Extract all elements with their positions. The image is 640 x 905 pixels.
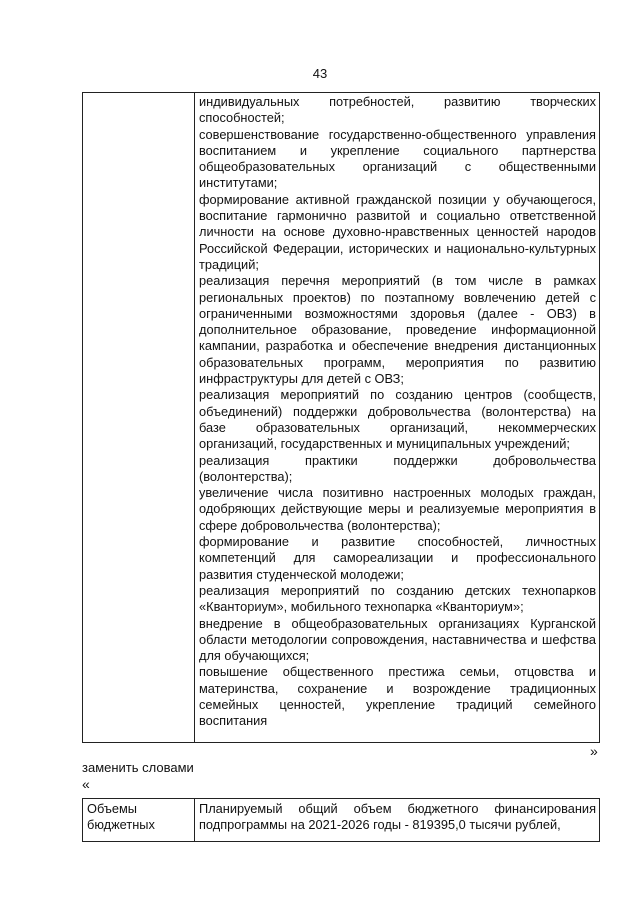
closing-quote: » (590, 743, 598, 759)
table-row (83, 93, 600, 743)
list-item: формирование и развитие способностей, личностных компетенций для самореализации и профессионального развития студенческой молодежи; (199, 534, 596, 582)
table-cell-measures (195, 93, 600, 743)
program-table-bottom (82, 798, 600, 842)
table-cell-label: Объемы бюджетных (83, 799, 195, 842)
table-cell-empty (83, 93, 195, 743)
list-item: увеличение числа позитивно настроенных молодых граждан, одобряющих действующие меры и реализуемые мероприятия в сфере добровольчества (волонтерства); (199, 485, 596, 533)
list-item: формирование активной гражданской позиции у обучающегося, воспитание гармонично развитой и социально ответственной личности на основе духовно-нравственных ценностей народов Российской Федерации, исторических и национально-культурных традиций; (199, 191, 596, 272)
list-item: индивидуальных потребностей, развитию творческих способностей; (199, 94, 596, 126)
program-table-top (82, 92, 600, 743)
opening-quote: « (82, 776, 90, 792)
list-item: реализация практики поддержки добровольчества (волонтерства); (199, 452, 596, 484)
replace-instruction: заменить словами (82, 760, 194, 775)
table-cell-budget: Планируемый общий объем бюджетного финансирования подпрограммы на 2021-2026 годы - 819395,0 тысячи рублей, (195, 799, 600, 842)
list-item: совершенствование государственно-общественного управления воспитанием и укрепление социального партнерства общеобразовательных организаций с общественными институтами; (199, 126, 596, 191)
list-item: реализация мероприятий по созданию детских технопарков «Кванториум», мобильного технопарка «Кванториум»; (199, 582, 596, 615)
list-item: внедрение в общеобразовательных организациях Курганской области методологии сопровождения, наставничества и шефства для обучающихся; (199, 615, 596, 664)
list-item: повышение общественного престижа семьи, отцовства и материнства, сохранение и возрождение традиционных семейных ценностей, укрепление традиций семейного воспитания (199, 664, 596, 729)
list-item: реализация мероприятий по созданию центров (сообществ, объединений) поддержки добровольчества (волонтерства) на базе образовательных организаций, некоммерческих организаций, государственных и муниципальных учреждений; (199, 387, 596, 452)
list-item: реализация перечня мероприятий (в том числе в рамках региональных проектов) по поэтапному вовлечению детей с ограниченными возможностями здоровья (далее - ОВЗ) в дополнительное образование, проведение информационной кампании, разработка и обеспечение внедрения дистанционных образовательных программ, мероприятия по развитию инфраструктуры для детей с ОВЗ; (199, 273, 596, 387)
table-row (83, 799, 600, 842)
page-number: 43 (312, 66, 328, 81)
